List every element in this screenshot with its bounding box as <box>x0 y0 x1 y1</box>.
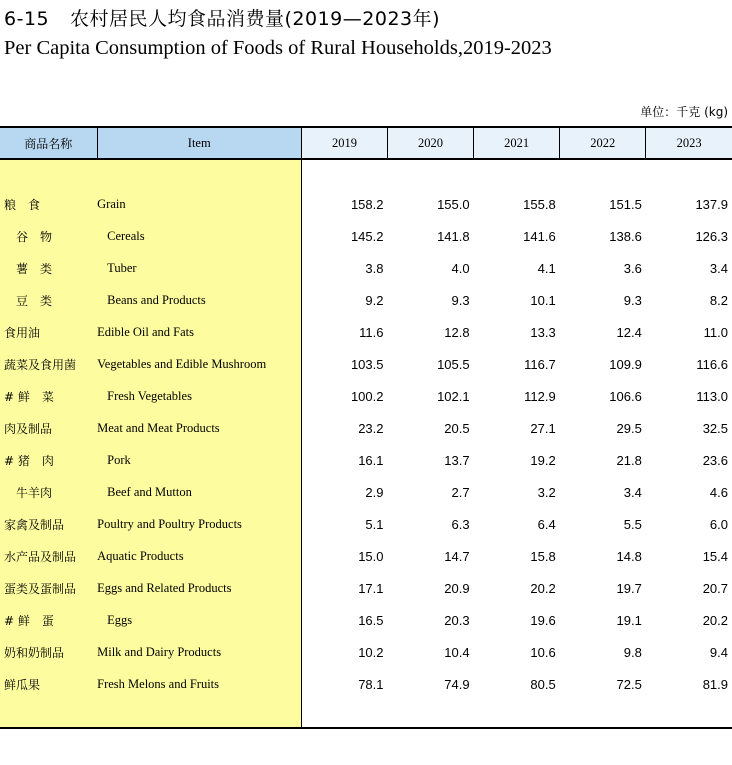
row-name-zh: 谷 物 <box>0 220 97 252</box>
row-name-zh: 粮 食 <box>0 188 97 220</box>
table-row <box>0 668 732 700</box>
table-row <box>0 316 732 348</box>
value-cell-2020: 155.0 <box>437 196 470 212</box>
value-cell-2021: 116.7 <box>524 356 556 372</box>
table-title-zh <box>4 4 440 31</box>
value-cell-2020: 14.7 <box>444 548 470 564</box>
value-cell-2022: 19.7 <box>616 580 642 596</box>
value-cell-2019: 15.0 <box>301 540 387 572</box>
value-cell-2023: 4.6 <box>709 484 728 500</box>
value-cell-2019: 145.2 <box>301 220 387 252</box>
value-cell-2019: 11.6 <box>301 316 387 348</box>
value-cell-2023: 32.5 <box>702 420 728 436</box>
row-item-en: Eggs <box>97 604 301 636</box>
value-cell-2023: 20.2 <box>702 612 728 628</box>
table-row <box>0 412 732 444</box>
value-cell-2022: 9.8 <box>623 644 642 660</box>
value-cell-2022: 19.1 <box>616 612 642 628</box>
value-cell-2021: 19.2 <box>530 452 556 468</box>
header-item-en: Item <box>97 127 301 159</box>
value-cell-2022: 109.9 <box>609 356 642 372</box>
value-cell-2020: 2.7 <box>451 484 470 500</box>
value-cell-2020: 20.3 <box>444 612 470 628</box>
value-cell-2023: 6.0 <box>709 516 728 532</box>
value-cell-2023: 9.4 <box>709 644 728 660</box>
value-cell-2021: 6.4 <box>537 516 556 532</box>
row-item-en: Meat and Meat Products <box>97 412 301 444</box>
value-cell-2022: 29.5 <box>616 420 642 436</box>
value-cell-2021: 27.1 <box>530 420 556 436</box>
table-row <box>0 572 732 604</box>
value-cell-2019: 78.1 <box>301 668 387 700</box>
value-cell-2022: 72.5 <box>616 676 642 692</box>
value-cell-2020: 13.7 <box>444 452 470 468</box>
value-cell-2020: 12.8 <box>444 324 470 340</box>
header-year: 2022 <box>560 127 646 159</box>
value-cell-2021: 80.5 <box>530 676 556 692</box>
value-cell-2023: 11.0 <box>703 324 728 340</box>
value-cell-2020: 141.8 <box>437 228 470 244</box>
value-cell-2023: 23.6 <box>702 452 728 468</box>
value-cell-2020: 9.3 <box>451 292 470 308</box>
value-cell-2022: 9.3 <box>623 292 642 308</box>
value-cell-2022: 138.6 <box>609 228 642 244</box>
header-year: 2021 <box>474 127 560 159</box>
row-item-en: Grain <box>97 188 301 220</box>
value-cell-2021: 15.8 <box>530 548 556 564</box>
value-cell-2023: 137.9 <box>695 196 728 212</box>
row-name-zh: # 猪 肉 <box>0 444 97 476</box>
table-row <box>0 604 732 636</box>
row-name-zh: 蔬菜及食用菌 <box>0 348 97 380</box>
value-cell-2020: 20.9 <box>444 580 470 596</box>
row-name-zh: 奶和奶制品 <box>0 636 97 668</box>
value-cell-2022: 14.8 <box>616 548 642 564</box>
value-cell-2019: 16.5 <box>301 604 387 636</box>
value-cell-2021: 4.1 <box>537 260 556 276</box>
table-row <box>0 476 732 508</box>
row-item-en: Tuber <box>97 252 301 284</box>
value-cell-2023: 81.9 <box>702 676 728 692</box>
row-name-zh: 豆 类 <box>0 284 97 316</box>
row-item-en: Edible Oil and Fats <box>97 316 301 348</box>
row-name-zh: 肉及制品 <box>0 412 97 444</box>
table-row <box>0 540 732 572</box>
row-item-en: Fresh Melons and Fruits <box>97 668 301 700</box>
value-cell-2023: 113.0 <box>696 388 728 404</box>
header-year: 2023 <box>646 127 732 159</box>
table-body <box>0 159 732 728</box>
value-cell-2019: 3.8 <box>301 252 387 284</box>
value-cell-2020: 6.3 <box>451 516 470 532</box>
value-cell-2023: 3.4 <box>709 260 728 276</box>
table-number: 6-15 <box>4 8 50 30</box>
value-cell-2020: 105.5 <box>437 356 470 372</box>
row-item-en: Fresh Vegetables <box>97 380 301 412</box>
value-cell-2022: 3.6 <box>623 260 642 276</box>
value-cell-2022: 151.5 <box>609 196 642 212</box>
row-item-en: Cereals <box>97 220 301 252</box>
value-cell-2020: 10.4 <box>444 644 470 660</box>
table-row <box>0 636 732 668</box>
table-row <box>0 252 732 284</box>
value-cell-2019: 100.2 <box>301 380 387 412</box>
value-cell-2021: 10.1 <box>530 292 556 308</box>
value-cell-2023: 20.7 <box>702 580 728 596</box>
row-name-zh: 蛋类及蛋制品 <box>0 572 97 604</box>
table-row <box>0 220 732 252</box>
value-cell-2022: 21.8 <box>616 452 642 468</box>
value-cell-2020: 4.0 <box>451 260 470 276</box>
row-item-en: Milk and Dairy Products <box>97 636 301 668</box>
value-cell-2019: 103.5 <box>301 348 387 380</box>
unit-label: 单位：千克 (kg) <box>640 105 728 119</box>
value-cell-2023: 15.4 <box>702 548 728 564</box>
value-cell-2021: 112.9 <box>524 388 556 404</box>
table-title-en: Per Capita Consumption of Foods of Rural Households,2019-2023 <box>4 37 552 59</box>
row-item-en: Beans and Products <box>97 284 301 316</box>
value-cell-2021: 19.6 <box>530 612 556 628</box>
value-cell-2019: 5.1 <box>301 508 387 540</box>
row-item-en: Eggs and Related Products <box>97 572 301 604</box>
value-cell-2021: 141.6 <box>523 228 556 244</box>
value-cell-2019: 17.1 <box>301 572 387 604</box>
row-item-en: Vegetables and Edible Mushroom <box>97 348 301 380</box>
value-cell-2022: 3.4 <box>623 484 642 500</box>
table-row <box>0 348 732 380</box>
table-row <box>0 508 732 540</box>
value-cell-2019: 9.2 <box>301 284 387 316</box>
header-row <box>0 127 732 159</box>
table-row <box>0 284 732 316</box>
value-cell-2021: 13.3 <box>530 324 556 340</box>
row-name-zh: 牛羊肉 <box>0 476 97 508</box>
row-name-zh: 水产品及制品 <box>0 540 97 572</box>
row-item-en: Pork <box>97 444 301 476</box>
row-item-en: Aquatic Products <box>97 540 301 572</box>
value-cell-2019: 158.2 <box>301 188 387 220</box>
value-cell-2021: 20.2 <box>530 580 556 596</box>
row-name-zh: 家禽及制品 <box>0 508 97 540</box>
value-cell-2022: 5.5 <box>623 516 642 532</box>
header-name-zh: 商品名称 <box>0 127 97 159</box>
value-cell-2023: 8.2 <box>709 292 728 308</box>
table-row <box>0 188 732 220</box>
table-title-zh-text: 农村居民人均食品消费量(2019—2023年) <box>70 8 441 30</box>
value-cell-2020: 102.1 <box>437 388 470 404</box>
filler-row <box>0 700 732 728</box>
value-cell-2019: 16.1 <box>301 444 387 476</box>
consumption-table <box>0 126 732 729</box>
header-year: 2020 <box>388 127 474 159</box>
value-cell-2020: 74.9 <box>444 676 470 692</box>
value-cell-2022: 106.6 <box>609 388 642 404</box>
value-cell-2020: 20.5 <box>444 420 470 436</box>
table-row <box>0 444 732 476</box>
row-name-zh: 鲜瓜果 <box>0 668 97 700</box>
row-name-zh: 薯 类 <box>0 252 97 284</box>
row-item-en: Poultry and Poultry Products <box>97 508 301 540</box>
value-cell-2023: 126.3 <box>695 228 728 244</box>
row-name-zh: # 鲜 蛋 <box>0 604 97 636</box>
value-cell-2019: 2.9 <box>301 476 387 508</box>
value-cell-2021: 3.2 <box>537 484 556 500</box>
header-year: 2019 <box>301 127 387 159</box>
row-item-en: Beef and Mutton <box>97 476 301 508</box>
value-cell-2022: 12.4 <box>616 324 642 340</box>
table-row <box>0 380 732 412</box>
value-cell-2019: 10.2 <box>301 636 387 668</box>
spacer-row <box>0 159 732 188</box>
value-cell-2023: 116.6 <box>696 356 728 372</box>
row-name-zh: # 鲜 菜 <box>0 380 97 412</box>
value-cell-2019: 23.2 <box>301 412 387 444</box>
value-cell-2021: 10.6 <box>530 644 556 660</box>
value-cell-2021: 155.8 <box>523 196 556 212</box>
row-name-zh: 食用油 <box>0 316 97 348</box>
